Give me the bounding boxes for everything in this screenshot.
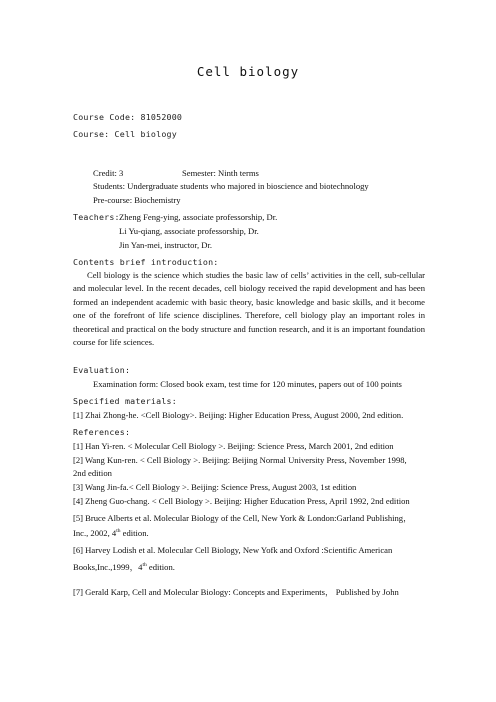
reference-text: edition. [146,562,175,572]
reference-text: Books,Inc.,1999，4 [73,562,143,572]
pre-course: Pre-course: Biochemistry [93,195,181,205]
reference-item: [1] Han Yi-ren. < Molecular Cell Biology >. Beijing: Science Press, March 2001, 2nd edition [73,441,394,451]
reference-item: [2] Wang Kun-ren. < Cell Biology >. Beijing: Beijing Normal University Press, November 1998, [73,455,407,465]
reference-item-continued [73,561,175,573]
reference-item: [4] Zheng Guo-chang. < Cell Biology >. Beijing: Higher Education Press, April 1992, 2nd edition [73,496,410,506]
reference-item-continued [73,528,149,538]
course-code: Course Code: 81052000 [73,112,183,122]
semester: Semester: Ninth terms [182,168,259,178]
teacher-item: Li Yu-qiang, associate professorship, Dr. [119,226,259,236]
contents-paragraph [73,269,425,349]
evaluation-label: Evaluation: [73,365,131,375]
course-name: Course: Cell biology [73,129,177,139]
superscript: th [116,528,121,535]
reference-item-continued: 2nd edition [73,468,112,478]
materials-label: Specified materials: [73,396,177,406]
teacher-item: Zheng Feng-ying, associate professorship, Dr. [119,212,278,222]
credit: Credit: 3 [93,168,124,178]
contents-text: Cell biology is the science which studies the basic law of cells’ activities in the cell, sub-cellular and molecular level. In the recent decades, cell biology received the rapid development and has been formed an independent academic with basic theory, basic knowledge and basic skills, and it become one of the forefront of life science disciplines. Therefore, cell biology play an important roles in theoretical and practical on the body structure and function research, and it is an important foundation course for life sciences. [73,270,425,348]
materials-text: [1] Zhai Zhong-he. <Cell Biology>. Beijing: Higher Education Press, August 2000, 2nd edition. [73,410,404,420]
page-title: Cell biology [196,64,300,79]
reference-item: [7] Gerald Karp, Cell and Molecular Biology: Concepts and Experiments， Published by John [73,587,399,597]
teacher-item: Jin Yan-mei, instructor, Dr. [119,240,212,250]
reference-item: [3] Wang Jin-fa.< Cell Biology >. Beijing: Science Press, August 2003, 1st edition [73,482,357,492]
reference-text: Inc., 2002, 4 [73,528,117,538]
contents-label: Contents brief introduction: [73,257,219,267]
superscript: th [142,562,147,569]
reference-item: [6] Harvey Lodish et al. Molecular Cell Biology, New Yofk and Oxford :Scientific American [73,545,393,555]
evaluation-text: Examination form: Closed book exam, test time for 120 minutes, papers out of 100 points [93,379,402,389]
reference-text: edition. [120,528,149,538]
teachers-label: Teachers: [73,212,120,222]
reference-item: [5] Bruce Alberts et al. Molecular Biology of the Cell, New York & London:Garland Publishing， [73,513,412,523]
students: Students: Undergraduate students who majored in bioscience and biotechnology [93,181,369,191]
references-label: References: [73,427,131,437]
